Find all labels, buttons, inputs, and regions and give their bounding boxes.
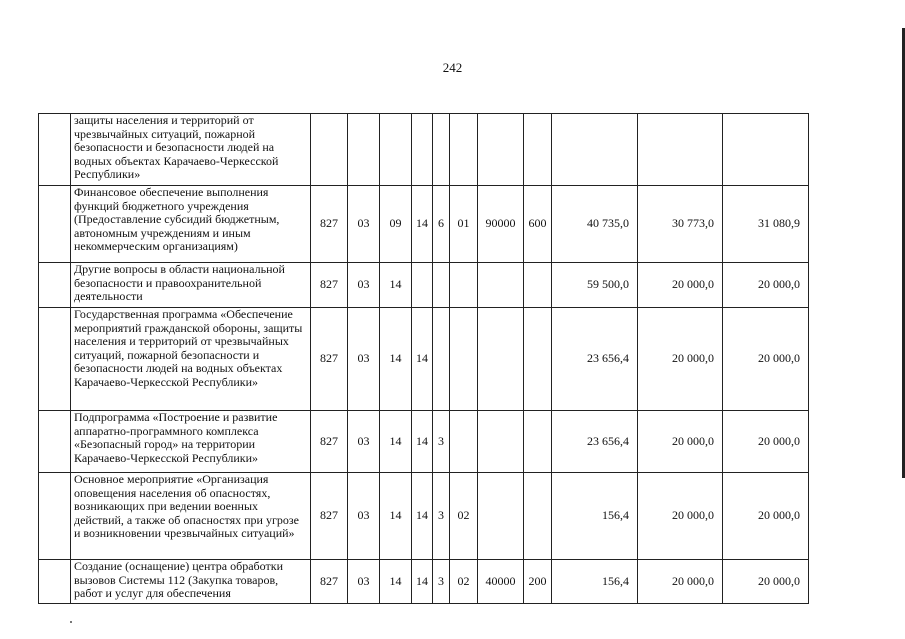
podrazdel-cell: 14: [380, 411, 412, 473]
razdel-cell: [348, 114, 380, 186]
direction-cell: [478, 308, 524, 411]
subprogram-cell: 3: [433, 473, 450, 560]
row-number-cell: [39, 263, 71, 308]
row-name: Подпрограмма «Построение и развитие аппаратно-программного комплекса «Безопасный город» на территории Карачаево-Черкесской Республики»: [71, 411, 311, 473]
sum-year1-cell: 156,4: [552, 473, 638, 560]
subprogram-cell: [433, 308, 450, 411]
podrazdel-cell: 14: [380, 263, 412, 308]
expense-type-cell: 600: [524, 186, 552, 263]
sum-year2-cell: 20 000,0: [638, 263, 723, 308]
subprogram-cell: 3: [433, 560, 450, 604]
sum-year2-cell: 20 000,0: [638, 560, 723, 604]
razdel-cell: 03: [348, 560, 380, 604]
subprogram-cell: 3: [433, 411, 450, 473]
row-name: Финансовое обеспечение выполнения функций бюджетного учреждения (Предоставление субсидий бюджетным, автономным учреждениям и иным некоммерческим организациям): [71, 186, 311, 263]
activity-cell: 01: [450, 186, 478, 263]
table-row: [39, 263, 809, 308]
expense-type-cell: [524, 411, 552, 473]
sum-year3-cell: 20 000,0: [723, 473, 809, 560]
subprogram-cell: [433, 263, 450, 308]
activity-cell: [450, 308, 478, 411]
direction-cell: [478, 473, 524, 560]
table-row: [39, 186, 809, 263]
razdel-cell: 03: [348, 186, 380, 263]
row-name: Другие вопросы в области национальной безопасности и правоохранительной деятельности: [71, 263, 311, 308]
expense-type-cell: [524, 308, 552, 411]
budget-table: [38, 113, 809, 604]
activity-cell: [450, 411, 478, 473]
row-number-cell: [39, 560, 71, 604]
row-number-cell: [39, 114, 71, 186]
direction-cell: 90000: [478, 186, 524, 263]
sum-year2-cell: 20 000,0: [638, 308, 723, 411]
program-cell: [412, 114, 433, 186]
ved-cell: 827: [311, 560, 348, 604]
direction-cell: 40000: [478, 560, 524, 604]
row-number-cell: [39, 473, 71, 560]
row-name: защиты населения и территорий от чрезвычайных ситуаций, пожарной безопасности и безопасности людей на водных объектах Карачаево-Черкесской Республики»: [71, 114, 311, 186]
podrazdel-cell: [380, 114, 412, 186]
sum-year3-cell: 20 000,0: [723, 411, 809, 473]
sum-year2-cell: 20 000,0: [638, 411, 723, 473]
ved-cell: 827: [311, 473, 348, 560]
sum-year2-cell: [638, 114, 723, 186]
ved-cell: 827: [311, 411, 348, 473]
ved-cell: 827: [311, 186, 348, 263]
table-row: [39, 411, 809, 473]
program-cell: 14: [412, 308, 433, 411]
expense-type-cell: [524, 114, 552, 186]
razdel-cell: 03: [348, 411, 380, 473]
subprogram-cell: [433, 114, 450, 186]
razdel-cell: 03: [348, 263, 380, 308]
sum-year2-cell: 20 000,0: [638, 473, 723, 560]
sum-year3-cell: 20 000,0: [723, 560, 809, 604]
sum-year3-cell: 20 000,0: [723, 308, 809, 411]
table-row: [39, 473, 809, 560]
sum-year1-cell: 23 656,4: [552, 411, 638, 473]
sum-year1-cell: 40 735,0: [552, 186, 638, 263]
direction-cell: [478, 411, 524, 473]
activity-cell: 02: [450, 473, 478, 560]
row-number-cell: [39, 186, 71, 263]
sum-year1-cell: 23 656,4: [552, 308, 638, 411]
podrazdel-cell: 14: [380, 308, 412, 411]
row-name: Государственная программа «Обеспечение мероприятий гражданской обороны, защиты населения и территорий от чрезвычайных ситуаций, пожарной безопасности и безопасности людей на водных объектах Карачаево-Черкесской Республики»: [71, 308, 311, 411]
ved-cell: [311, 114, 348, 186]
table-row: [39, 560, 809, 604]
activity-cell: 02: [450, 560, 478, 604]
podrazdel-cell: 09: [380, 186, 412, 263]
podrazdel-cell: 14: [380, 560, 412, 604]
podrazdel-cell: 14: [380, 473, 412, 560]
program-cell: [412, 263, 433, 308]
razdel-cell: 03: [348, 308, 380, 411]
scan-speck: [70, 621, 72, 623]
sum-year1-cell: 59 500,0: [552, 263, 638, 308]
ved-cell: 827: [311, 263, 348, 308]
row-name: Основное мероприятие «Организация оповещения населения об опасностях, возникающих при ведении военных действий, а также об опасностях при угрозе и возникновении чрезвычайных ситуаций»: [71, 473, 311, 560]
razdel-cell: 03: [348, 473, 380, 560]
expense-type-cell: [524, 473, 552, 560]
expense-type-cell: [524, 263, 552, 308]
sum-year1-cell: 156,4: [552, 560, 638, 604]
row-number-cell: [39, 411, 71, 473]
sum-year2-cell: 30 773,0: [638, 186, 723, 263]
ved-cell: 827: [311, 308, 348, 411]
sum-year1-cell: [552, 114, 638, 186]
page-number: 242: [442, 60, 463, 75]
subprogram-cell: 6: [433, 186, 450, 263]
direction-cell: [478, 114, 524, 186]
sum-year3-cell: [723, 114, 809, 186]
sum-year3-cell: 20 000,0: [723, 263, 809, 308]
row-name: Создание (оснащение) центра обработки вызовов Системы 112 (Закупка товаров, работ и услуг для обеспечения: [71, 560, 311, 604]
row-number-cell: [39, 308, 71, 411]
program-cell: 14: [412, 186, 433, 263]
sum-year3-cell: 31 080,9: [723, 186, 809, 263]
direction-cell: [478, 263, 524, 308]
activity-cell: [450, 114, 478, 186]
expense-type-cell: 200: [524, 560, 552, 604]
program-cell: 14: [412, 473, 433, 560]
table-row: [39, 308, 809, 411]
table-row: [39, 114, 809, 186]
program-cell: 14: [412, 411, 433, 473]
program-cell: 14: [412, 560, 433, 604]
activity-cell: [450, 263, 478, 308]
